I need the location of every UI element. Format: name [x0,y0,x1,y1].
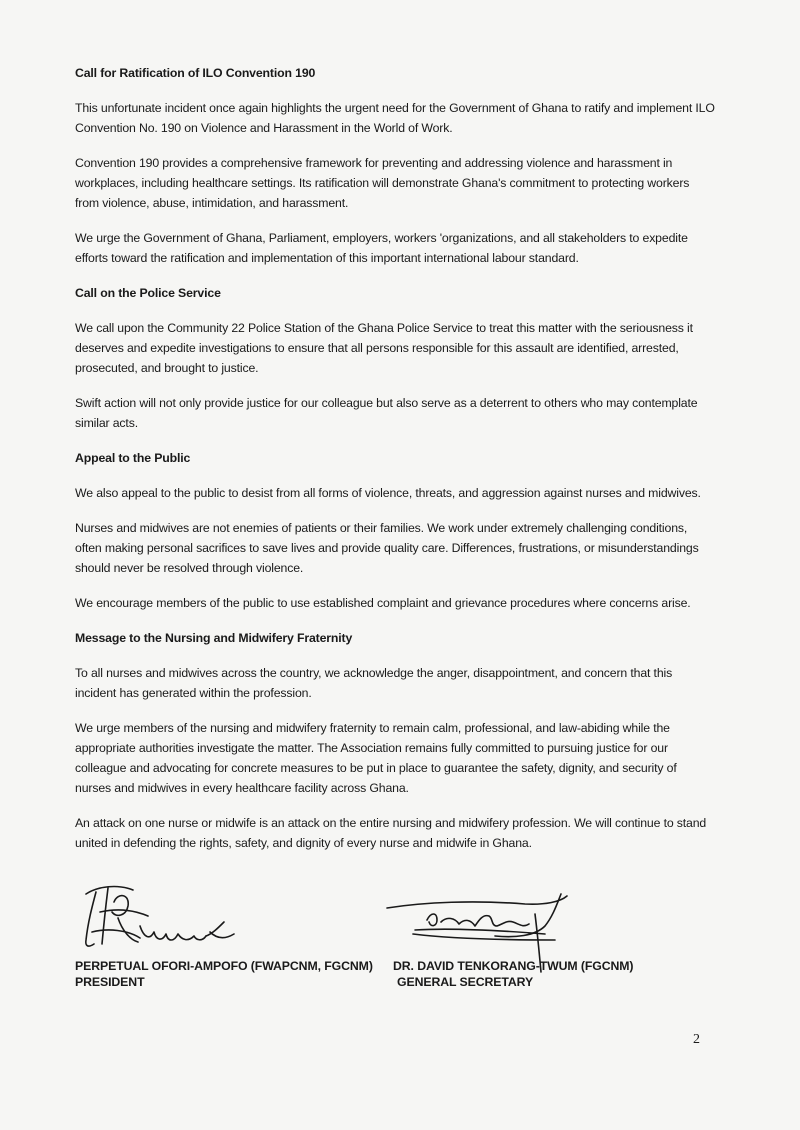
general-secretary-signature-block [393,958,633,990]
general-secretary-title: GENERAL SECRETARY [397,975,534,989]
paragraph: Nurses and midwives are not enemies of patients or their families. We work under extremely challenging conditions, often making personal sacrifices to save lives and provide quality care. Differences, frustrations, or misunderstandings should never be resolved through violence. [75,521,699,575]
paragraph: We call upon the Community 22 Police Station of the Ghana Police Service to treat this matter with the seriousness it deserves and expedite investigations to ensure that all persons responsible for this assault are identified, arrested, prosecuted, and brought to justice. [75,321,693,375]
paragraph: This unfortunate incident once again highlights the urgent need for the Government of Ghana to ratify and implement ILO Convention No. 190 on Violence and Harassment in the World of Work. [75,101,715,135]
paragraph: An attack on one nurse or midwife is an attack on the entire nursing and midwifery profession. We will continue to stand united in defending the rights, safety, and dignity of every nurse and midwife in Ghana. [75,816,707,850]
paragraph: Swift action will not only provide justice for our colleague but also serve as a deterrent to others who may contemplate similar acts. [75,396,698,430]
heading-ilo-convention: Call for Ratification of ILO Convention 190 [75,66,316,80]
paragraph: We encourage members of the public to use established complaint and grievance procedures where concerns arise. [75,596,691,610]
general-secretary-name: DR. DAVID TENKORANG-TWUM (FGCNM) [393,959,634,973]
president-signature-image [78,882,248,957]
paragraph: We also appeal to the public to desist from all forms of violence, threats, and aggression against nurses and midwives. [75,486,701,500]
paragraph: Convention 190 provides a comprehensive framework for preventing and addressing violence and harassment in workplaces, including healthcare settings. Its ratification will demonstrate Ghana's commitment to protecting workers from violence, abuse, intimidation, and harassment. [75,156,690,210]
heading-police-service: Call on the Police Service [75,286,221,300]
paragraph: We urge members of the nursing and midwifery fraternity to remain calm, professional, and law-abiding while the appropriate authorities investigate the matter. The Association remains fully committed to pursuing justice for our colleague and advocating for concrete measures to be put in place to guarantee the safety, dignity, and security of nurses and midwives in every healthcare facility across Ghana. [75,721,677,795]
heading-fraternity-message: Message to the Nursing and Midwifery Fraternity [75,631,353,645]
paragraph: To all nurses and midwives across the country, we acknowledge the anger, disappointment, and concern that this incident has generated within the profession. [75,666,673,700]
heading-appeal-public: Appeal to the Public [75,451,191,465]
president-name: PERPETUAL OFORI-AMPOFO (FWAPCNM, FGCNM) [75,959,373,973]
letter-body [75,63,715,868]
page-number: 2 [693,1032,700,1047]
paragraph: We urge the Government of Ghana, Parliament, employers, workers 'organizations, and all stakeholders to expedite efforts toward the ratification and implementation of this important international labour standard. [75,231,688,265]
president-title: PRESIDENT [75,975,145,989]
president-signature-block [75,958,373,990]
